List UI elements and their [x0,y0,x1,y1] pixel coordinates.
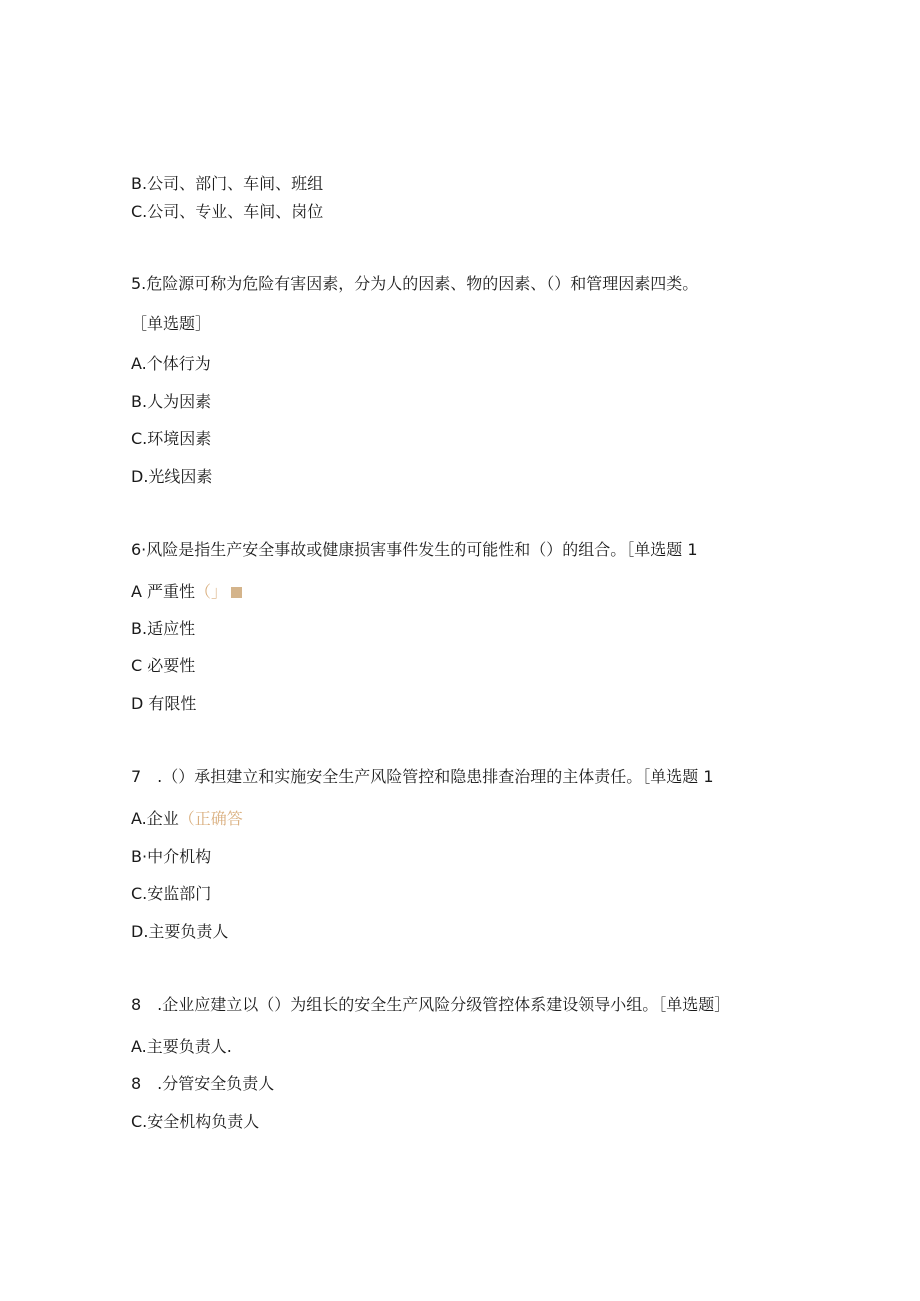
q4-option-b: B.公司、部门、车间、班组 [131,174,324,193]
q8-option-a: A.主要负责人. [131,1037,232,1056]
q7-option-a [131,809,243,829]
q7-answer-mark: （正确答 [178,809,243,828]
q6-question: 6·风险是指生产安全事故或健康损害事件发生的可能性和（）的组合。［单选题 1 [131,540,698,559]
q6-option-c: C 必要性 [131,656,196,675]
q5-question: 5.危险源可称为危险有害因素，分为人的因素、物的因素、（）和管理因素四类。 [131,274,699,293]
q4-option-c: C.公司、专业、车间、岗位 [131,202,324,221]
answer-marker-icon [231,587,242,598]
q7-option-c: C.安监部门 [131,884,212,903]
q5-option-a: A.个体行为 [131,354,211,373]
q6-option-b: B.适应性 [131,619,196,638]
q5-type-tag: ［单选题］ [131,314,212,333]
q5-option-d: D.光线因素 [131,467,213,486]
q5-option-b: B.人为因素 [131,392,212,411]
q6-option-a [131,582,242,602]
q5-option-c: C.环境因素 [131,429,212,448]
q6-option-a-text: A 严重性 [131,582,196,601]
q6-option-d: D 有限性 [131,694,197,713]
q8-option-c: C.安全机构负责人 [131,1112,260,1131]
q6-answer-mark: （」 [195,582,228,601]
q8-question: 8 .企业应建立以（）为组长的安全生产风险分级管控体系建设领导小组。［单选题］ [131,995,731,1014]
q7-option-d: D.主要负责人 [131,922,229,941]
q7-option-a-text: A.企业 [131,809,179,828]
q7-question: 7 .（）承担建立和实施安全生产风险管控和隐患排查治理的主体责任。［单选题 1 [131,767,714,786]
q7-option-b: B·中介机构 [131,847,212,866]
q8-option-b: 8 .分管安全负责人 [131,1074,275,1093]
